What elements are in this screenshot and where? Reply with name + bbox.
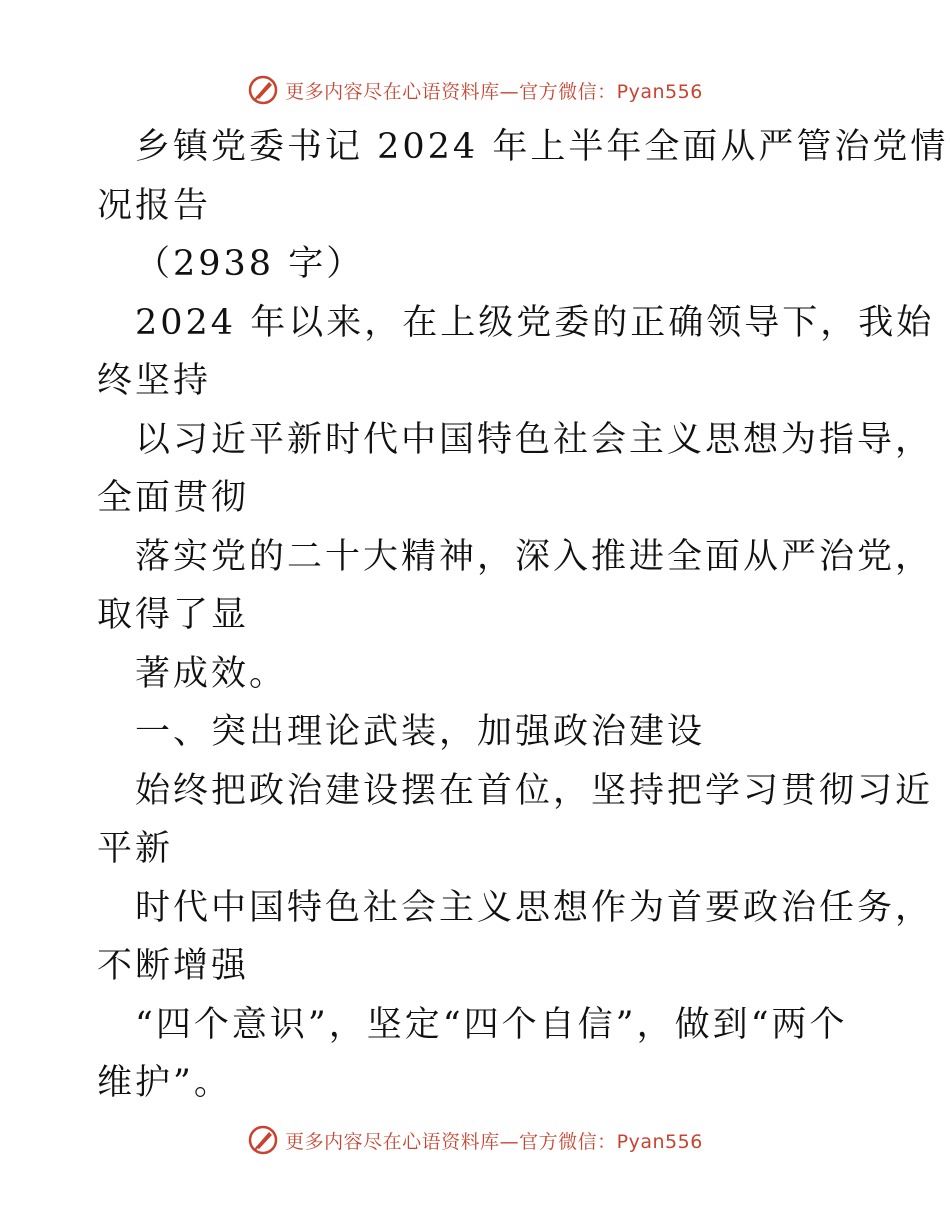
text-line: 不断增强 xyxy=(97,946,250,986)
text-line: 以习近平新时代中国特色社会主义思想为指导， xyxy=(135,419,934,460)
quill-pen-logo-icon xyxy=(247,1124,279,1156)
text-line: 2024 年以来，在上级党委的正确领导下，我始 xyxy=(135,302,935,343)
footer-watermark xyxy=(0,1120,950,1160)
header-watermark xyxy=(0,70,950,110)
text-line: “四个意识”，坚定“四个自信”，做到“两个 xyxy=(135,1004,848,1045)
watermark-text: 更多内容尽在心语资料库—官方微信：Pyan556 xyxy=(285,80,703,103)
document-body xyxy=(97,118,949,1113)
text-line: 始终把政治建设摆在首位，坚持把学习贯彻习近 xyxy=(135,770,934,811)
quill-pen-logo-icon xyxy=(247,74,279,106)
text-line: 况报告 xyxy=(97,185,212,226)
text-line: 落实党的二十大精神，深入推进全面从严治党， xyxy=(135,536,934,577)
text-line: 时代中国特色社会主义思想作为首要政治任务， xyxy=(135,887,934,928)
text-line: （2938 字） xyxy=(135,244,365,284)
text-line: 平新 xyxy=(97,829,174,869)
text-line: 乡镇党委书记 2024 年上半年全面从严管治党情 xyxy=(135,127,949,167)
watermark-text: 更多内容尽在心语资料库—官方微信：Pyan556 xyxy=(285,1130,703,1153)
text-line: 取得了显 xyxy=(97,595,250,635)
text-line: 著成效。 xyxy=(135,653,288,694)
text-line: 终坚持 xyxy=(97,361,212,401)
text-line: 全面贯彻 xyxy=(97,478,250,518)
text-line: 一、突出理论武装，加强政治建设 xyxy=(135,712,706,752)
text-line: 维护”。 xyxy=(97,1063,232,1103)
